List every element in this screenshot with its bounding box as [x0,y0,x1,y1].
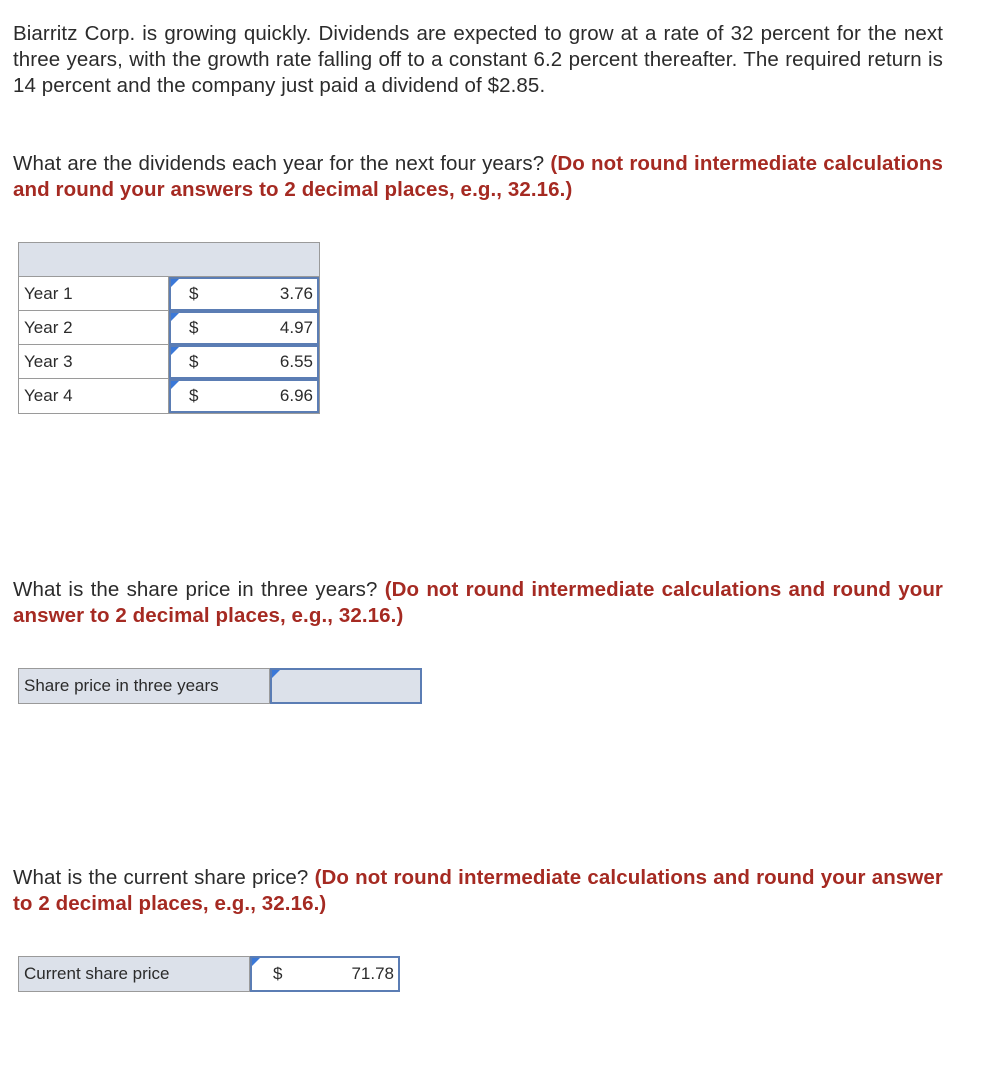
share-price-three-years-input[interactable] [270,668,422,704]
currency-symbol: $ [273,964,283,983]
question-dividends-instruction: (Do not round intermediate calculations and round your answers to 2 decimal places, e.g., 32.16.) [13,152,943,201]
input-flag-icon [272,670,280,678]
input-value: 3.76 [279,284,313,303]
question-current-share-price [13,865,943,917]
question-current-share-price-instruction: (Do not round intermediate calculations and round your answer to 2 decimal places, e.g., 32.16.) [13,866,943,915]
table-row [19,345,319,379]
question-share-price-three-years-text: What is the share price in three years? [13,578,378,601]
problem-statement: Biarritz Corp. is growing quickly. Dividends are expected to grow at a rate of 32 percent for the next three years, with the growth rate falling off to a constant 6.2 percent thereafter. The required return is 14 percent and the company just paid a dividend of $2.85. [13,22,943,97]
table-row [19,311,319,345]
dividend-year1-input[interactable] [169,277,319,311]
input-value: 4.97 [279,318,313,337]
table-row [19,379,319,413]
input-value: 6.96 [279,386,313,405]
question-dividends [13,151,943,203]
question-current-share-price-text: What is the current share price? [13,866,309,889]
dividends-table [18,242,320,414]
dividend-year3-input[interactable] [169,345,319,379]
input-flag-icon [171,381,179,389]
question-share-price-three-years-instruction: (Do not round intermediate calculations and round your answer to 2 decimal places, e.g., 32.16.) [13,578,944,627]
question-dividends-text: What are the dividends each year for the next four years? [13,152,545,175]
row-label: Year 2 [19,311,169,345]
currency-symbol: $ [189,318,199,337]
row-label: Year 4 [19,379,169,413]
dividend-year4-input[interactable] [169,379,319,413]
table-row [19,277,319,311]
row-label: Year 3 [19,345,169,379]
dividend-year2-input[interactable] [169,311,319,345]
input-flag-icon [252,958,260,966]
share-price-three-years-label: Share price in three years [18,668,270,704]
dividends-table-header [19,243,319,277]
input-flag-icon [171,279,179,287]
row-label: Year 1 [19,277,169,311]
input-value: 6.55 [279,352,313,371]
currency-symbol: $ [189,386,199,405]
question-share-price-three-years [13,577,943,629]
current-share-price-input[interactable] [250,956,400,992]
current-share-price-label: Current share price [18,956,250,992]
input-flag-icon [171,313,179,321]
input-flag-icon [171,347,179,355]
currency-symbol: $ [189,352,199,371]
input-value: 71.78 [351,964,394,983]
currency-symbol: $ [189,284,199,303]
